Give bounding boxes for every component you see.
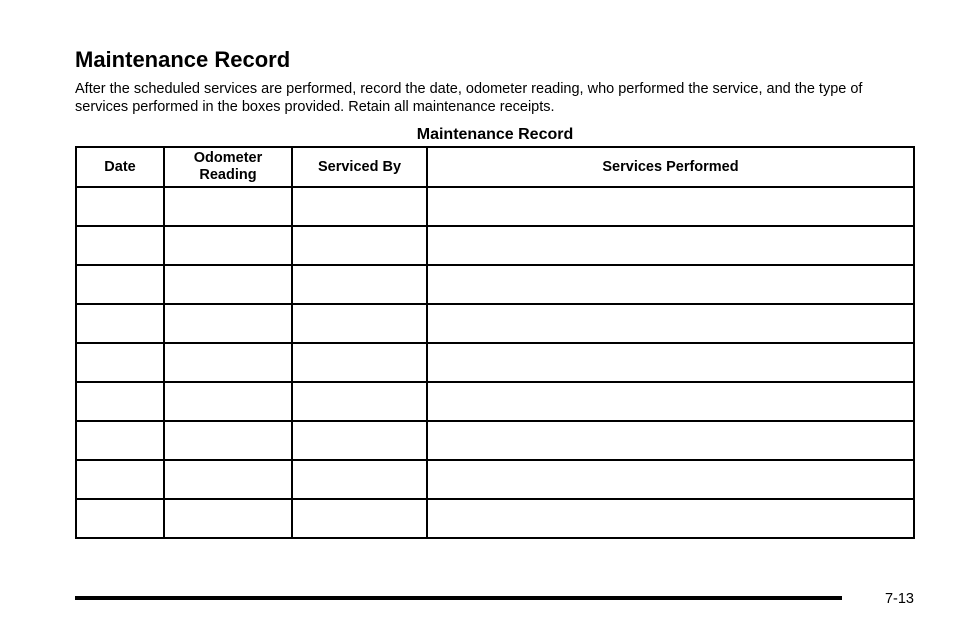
- date-cell: [76, 304, 164, 343]
- date-cell: [76, 265, 164, 304]
- table-row: [76, 304, 914, 343]
- header-serviced-by: Serviced By: [292, 147, 427, 187]
- odometer-cell: [164, 382, 292, 421]
- table-header-row: [76, 147, 914, 187]
- odometer-cell: [164, 304, 292, 343]
- serviced-by-cell: [292, 304, 427, 343]
- intro-paragraph: After the scheduled services are performed, record the date, odometer reading, who performed the service, and the type of services performed in the boxes provided. Retain all maintenance receipts.: [75, 81, 863, 115]
- serviced-by-cell: [292, 499, 427, 538]
- table-row: [76, 226, 914, 265]
- odometer-cell: [164, 421, 292, 460]
- table-row: [76, 187, 914, 226]
- odometer-cell: [164, 460, 292, 499]
- services-performed-cell: [427, 187, 914, 226]
- services-performed-cell: [427, 460, 914, 499]
- serviced-by-cell: [292, 343, 427, 382]
- page-title: Maintenance Record: [75, 47, 291, 72]
- maintenance-record-table: [75, 146, 915, 539]
- date-cell: [76, 460, 164, 499]
- date-cell: [76, 421, 164, 460]
- odometer-cell: [164, 226, 292, 265]
- serviced-by-cell: [292, 460, 427, 499]
- serviced-by-cell: [292, 187, 427, 226]
- header-odometer-line1: Odometer: [193, 150, 263, 166]
- serviced-by-cell: [292, 265, 427, 304]
- serviced-by-cell: [292, 421, 427, 460]
- services-performed-cell: [427, 382, 914, 421]
- header-date: Date: [76, 147, 164, 187]
- services-performed-cell: [427, 421, 914, 460]
- table-row: [76, 265, 914, 304]
- services-performed-cell: [427, 499, 914, 538]
- odometer-cell: [164, 499, 292, 538]
- date-cell: [76, 343, 164, 382]
- footer-rule: [75, 596, 842, 600]
- odometer-cell: [164, 265, 292, 304]
- table-row: [76, 382, 914, 421]
- odometer-cell: [164, 343, 292, 382]
- table-row: [76, 460, 914, 499]
- header-odometer-reading: [164, 147, 292, 187]
- serviced-by-cell: [292, 226, 427, 265]
- date-cell: [76, 499, 164, 538]
- date-cell: [76, 226, 164, 265]
- header-services-performed: Services Performed: [427, 147, 914, 187]
- page-number: 7-13: [884, 591, 914, 607]
- services-performed-cell: [427, 304, 914, 343]
- header-odometer-line2: Reading: [199, 167, 257, 183]
- table-row: [76, 499, 914, 538]
- odometer-cell: [164, 187, 292, 226]
- date-cell: [76, 382, 164, 421]
- table-row: [76, 343, 914, 382]
- date-cell: [76, 187, 164, 226]
- services-performed-cell: [427, 343, 914, 382]
- table-body: [76, 187, 914, 538]
- table-caption: Maintenance Record: [416, 126, 574, 143]
- services-performed-cell: [427, 265, 914, 304]
- table-row: [76, 421, 914, 460]
- services-performed-cell: [427, 226, 914, 265]
- serviced-by-cell: [292, 382, 427, 421]
